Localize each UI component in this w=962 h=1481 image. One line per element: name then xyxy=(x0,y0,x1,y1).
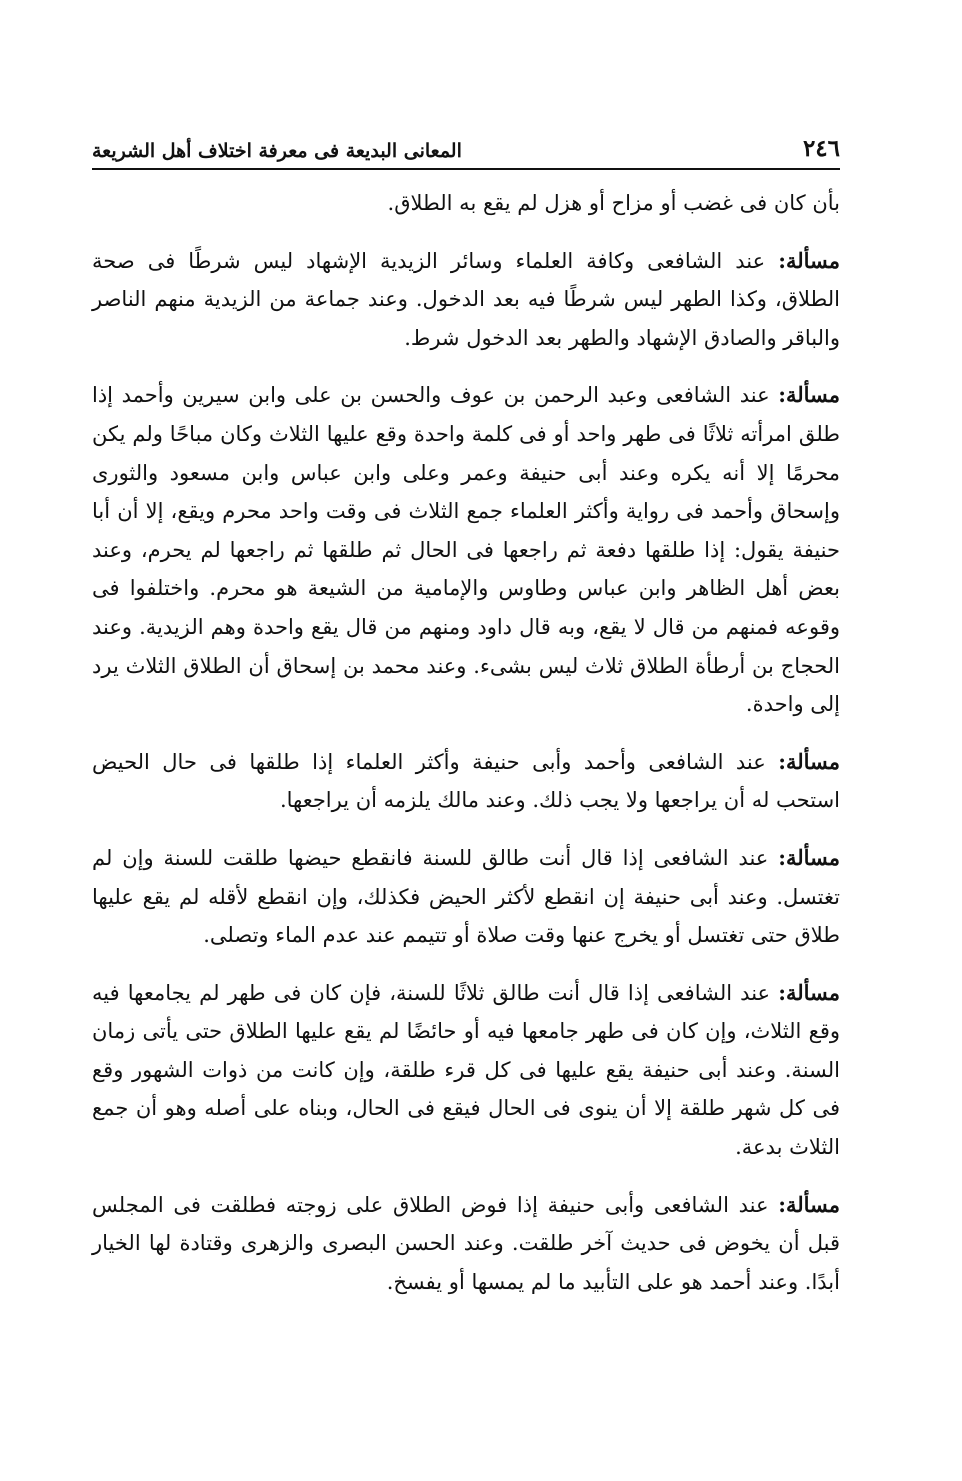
masala-label: مسألة: xyxy=(778,247,840,273)
masala-label: مسألة: xyxy=(778,748,840,774)
book-page xyxy=(92,128,840,1320)
masala-paragraph xyxy=(92,974,840,1167)
masala-label: مسألة: xyxy=(778,382,840,408)
paragraph-text: عند الشافعى إذا قال أنت طالق ثلاثًا للسنة، فإن كان فى طهر لم يجامعها فيه وقع الثلاث، وإن كان فى طهر جامعها فيه أو حائضًا لم يقع عليها الطلاق حتى يأتى زمان السنة. وعند أبى حنيفة يقع عليها فى كل قرء طلقة، وإن كانت من ذوات الشهور وقع فى كل شهر طلقة إلا أن ينوى فى الحال فيقع فى الحال، وبناه على أصله وهو أن جمع الثلاث بدعة. xyxy=(92,980,840,1160)
masala-paragraph xyxy=(92,242,840,358)
masala-label: مسألة: xyxy=(778,844,840,870)
book-title: المعانى البديعة فى معرفة اختلاف أهل الشريعة xyxy=(92,140,462,162)
paragraph-text: عند الشافعى وكافة العلماء وسائر الزيدية الإشهاد ليس شرطًا فى صحة الطلاق، وكذا الطهر ليس شرطًا فيه بعد الدخول. وعند جماعة من الزيدية منهم الناصر والباقر والصادق الإشهاد والطهر بعد الدخول شرط. xyxy=(92,248,840,350)
paragraph-text: عند الشافعى وأبى حنيفة إذا فوض الطلاق على زوجته فطلقت فى المجلس قبل أن يخوض فى حديث آخر طلقت. وعند الحسن البصرى والزهرى وقتادة لها الخيار أبدًا. وعند أحمد هو على التأبيد ما لم يمسها أو يفسخ. xyxy=(92,1192,840,1294)
masala-paragraph xyxy=(92,376,840,723)
masala-paragraph xyxy=(92,743,840,820)
body-text xyxy=(92,184,840,1301)
paragraph-continuation xyxy=(92,184,840,223)
paragraph-text: بأن كان فى غضب أو مزاح أو هزل لم يقع به الطلاق. xyxy=(387,191,840,215)
page-number: ٢٤٦ xyxy=(802,135,840,162)
masala-label: مسألة: xyxy=(778,979,840,1005)
running-header xyxy=(92,128,840,162)
masala-paragraph xyxy=(92,1186,840,1302)
masala-label: مسألة: xyxy=(778,1191,840,1217)
paragraph-text: عند الشافعى إذا قال أنت طالق للسنة فانقطع حيضها طلقت للسنة وإن لم تغتسل. وعند أبى حنيفة إن انقطع لأكثر الحيض فكذلك، وإن انقطع لأقله لم يقع عليها طلاق حتى تغتسل أو يخرج عنها وقت صلاة أو تتيمم عند عدم الماء وتصلى. xyxy=(92,845,840,948)
masala-paragraph xyxy=(92,839,840,955)
paragraph-text: عند الشافعى وأحمد وأبى حنيفة وأكثر العلماء إذا طلقها فى حال الحيض استحب له أن يراجعها ولا يجب ذلك. وعند مالك يلزمه أن يراجعها. xyxy=(92,749,840,813)
header-rule xyxy=(92,168,840,170)
paragraph-text: عند الشافعى وعبد الرحمن بن عوف والحسن بن على وابن سيرين وأحمد إذا طلق امرأته ثلاثًا فى طهر واحد أو فى كلمة واحدة وقع عليها الثلاث وكان مباحًا ولم يكن محرمًا إلا أنه يكره وعند أبى حنيفة وعمر وعلى وابن عباس وابن مسعود والثورى وإسحاق وأحمد فى رواية وأكثر العلماء جمع الثلاث فى وقت واحد محرم ويقع، إلا أن أبا حنيفة يقول: إذا طلقها دفعة ثم راجعها فى الحال ثم طلقها ثم راجعها لم يحرم، وعند بعض أهل الظاهر وابن عباس وطاوس والإمامية من الشيعة هو محرم. واختلفوا فى وقوعه فمنهم من قال لا يقع، وبه قال داود ومنهم من قال يقع واحدة وهم الزيدية. وعند الحجاج بن أرطأة الطلاق ثلاث ليس بشىء. وعند محمد بن إسحاق أن الطلاق الثلاث يرد إلى واحدة. xyxy=(92,383,840,717)
